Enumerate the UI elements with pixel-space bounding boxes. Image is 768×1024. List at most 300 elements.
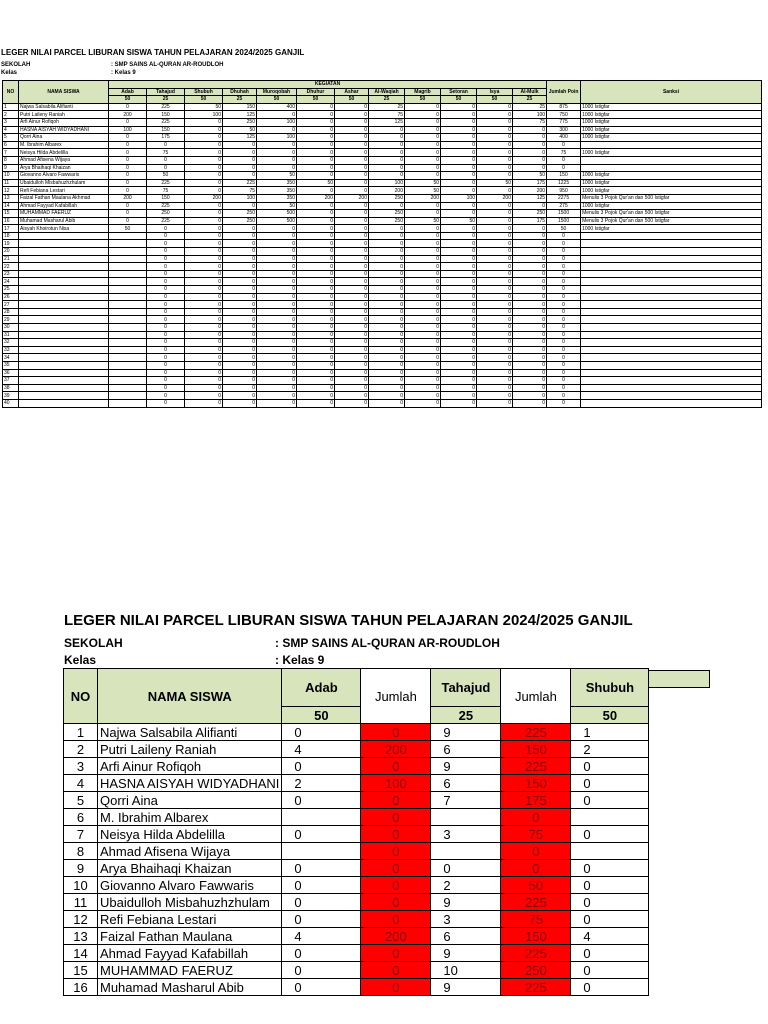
row-value: 0 [257,156,297,164]
empty-table-row [3,293,762,301]
row-value: 0 [513,263,547,271]
row-value: 0 [185,164,223,172]
row-sanksi: 1000 Istigfar [581,111,762,119]
row-value: 0 [335,179,369,187]
row-value: 0 [369,361,405,369]
row-value: 0 [257,354,297,362]
row-value: 0 [297,134,335,142]
empty-table-row [3,263,762,271]
zoom-row-tahajud: 6 [431,741,501,758]
row-total: 750 [547,111,581,119]
row-value: 0 [185,232,223,240]
row-value: 50 [147,172,185,180]
row-value: 0 [257,331,297,339]
row-value: 0 [405,210,441,218]
zoom-table-row [64,877,649,894]
row-value: 0 [513,270,547,278]
row-value: 0 [185,149,223,157]
row-value: 0 [335,346,369,354]
header-weight: 25 [147,96,185,104]
row-value: 0 [335,172,369,180]
zoom-row-adab: 0 [282,945,361,962]
zoom-row-name: Ahmad Afisena Wijaya [98,843,282,860]
row-value: 0 [335,331,369,339]
row-total: 0 [547,263,581,271]
empty-table-row [3,339,762,347]
zoom-row-jumlah: 0 [361,724,431,741]
row-value: 0 [185,240,223,248]
row-value: 0 [257,248,297,256]
zoom-row-shubuh: 0 [571,911,649,928]
zoom-row-no: 13 [64,928,98,945]
zoom-row-tahajud: 3 [431,911,501,928]
row-value: 0 [369,384,405,392]
row-value: 200 [109,111,147,119]
row-value: 75 [513,118,547,126]
row-value: 0 [297,225,335,233]
row-name [19,361,109,369]
row-value: 0 [369,156,405,164]
row-value [109,232,147,240]
row-value: 0 [441,399,477,407]
row-value: 0 [477,255,513,263]
row-value: 0 [257,324,297,332]
row-value: 0 [109,103,147,111]
row-value: 0 [185,293,223,301]
row-value: 0 [223,263,257,271]
row-value: 0 [185,263,223,271]
row-value: 0 [405,225,441,233]
row-value: 0 [147,399,185,407]
row-value: 0 [441,179,477,187]
zoom-row-jumlah: 225 [501,945,571,962]
table-row [3,194,762,202]
row-value: 0 [297,232,335,240]
row-sanksi: Menulis 3 Pojok Qur'an dan 500 Istigfar [581,217,762,225]
table-row [3,187,762,195]
row-value: 50 [257,202,297,210]
row-value: 0 [297,103,335,111]
table-row [3,179,762,187]
zoom-row-jumlah: 0 [501,809,571,826]
row-value: 0 [335,156,369,164]
empty-table-row [3,248,762,256]
row-no: 38 [3,384,19,392]
row-value: 0 [441,248,477,256]
row-sanksi: 1000 Istigfar [581,134,762,142]
row-value: 0 [147,308,185,316]
row-value: 0 [441,308,477,316]
row-value: 50 [513,172,547,180]
row-no: 3 [3,118,19,126]
zoom-row-jumlah: 150 [501,741,571,758]
empty-table-row [3,354,762,362]
header-weight: 50 [297,96,335,104]
row-value: 0 [441,225,477,233]
empty-table-row [3,399,762,407]
row-name [19,263,109,271]
row-value: 0 [369,255,405,263]
row-value: 0 [257,240,297,248]
row-name [19,316,109,324]
zoom-school-value: : SMP SAINS AL-QURAN AR-ROUDLOH [275,636,500,650]
row-value: 0 [297,187,335,195]
row-sanksi [581,164,762,172]
row-value: 0 [513,384,547,392]
row-total: 0 [547,301,581,309]
zoom-row-shubuh [571,809,649,826]
row-value: 0 [257,255,297,263]
row-name [19,331,109,339]
zoom-row-shubuh: 0 [571,979,649,996]
row-value: 0 [185,354,223,362]
row-name: Muhamad Masharul Abib [19,217,109,225]
row-total: 275 [547,202,581,210]
row-value: 0 [369,331,405,339]
zoom-row-name: Arya Bhaihaqi Khaizan [98,860,282,877]
row-value: 0 [335,384,369,392]
row-value: 0 [405,308,441,316]
row-name [19,324,109,332]
row-value: 0 [223,339,257,347]
row-total: 0 [547,240,581,248]
row-value: 0 [513,392,547,400]
row-value: 225 [147,179,185,187]
header-activity: Al-Mulk [513,88,547,96]
row-value [109,255,147,263]
zoom-class-row [64,653,325,667]
row-sanksi [581,240,762,248]
row-value: 0 [335,301,369,309]
row-value: 0 [477,225,513,233]
row-value: 0 [335,118,369,126]
row-total: 0 [547,232,581,240]
row-value: 0 [513,377,547,385]
row-value: 0 [257,225,297,233]
zoom-row-tahajud: 2 [431,877,501,894]
header-activity: Setoran [441,88,477,96]
row-value: 0 [513,354,547,362]
table-row [3,118,762,126]
row-total: 0 [547,346,581,354]
row-value: 0 [477,293,513,301]
row-value [109,339,147,347]
row-no: 30 [3,324,19,332]
zoom-table-row [64,792,649,809]
row-value: 0 [405,392,441,400]
row-value: 0 [185,156,223,164]
row-sanksi: 1000 Istigfar [581,179,762,187]
row-value: 0 [223,278,257,286]
row-value: 0 [297,217,335,225]
row-value: 125 [223,134,257,142]
row-value: 0 [257,346,297,354]
header-weight: 25 [369,96,405,104]
row-value: 175 [147,134,185,142]
row-value [109,240,147,248]
zoom-row-adab: 0 [282,962,361,979]
row-value: 0 [257,361,297,369]
header-weight: 50 [109,96,147,104]
row-value: 0 [405,346,441,354]
row-value: 0 [441,339,477,347]
row-total: 1500 [547,217,581,225]
row-value: 0 [109,134,147,142]
row-value: 0 [297,369,335,377]
row-value: 100 [223,194,257,202]
row-value: 125 [513,194,547,202]
zoom-table-row [64,911,649,928]
row-value: 0 [223,286,257,294]
row-value: 0 [297,255,335,263]
row-value: 0 [441,361,477,369]
zoom-row-name: Najwa Salsabila Alifianti [98,724,282,741]
row-value: 0 [223,346,257,354]
row-value: 0 [441,293,477,301]
zoom-row-no: 2 [64,741,98,758]
row-total: 0 [547,164,581,172]
row-value: 250 [223,217,257,225]
header-nama: NAMA SISWA [19,81,109,104]
row-value: 0 [369,270,405,278]
row-value: 0 [477,278,513,286]
row-no: 35 [3,361,19,369]
header-activity: Dhuhur [297,88,335,96]
row-value: 0 [185,369,223,377]
row-total: 0 [547,392,581,400]
zoom-row-jumlah: 250 [501,962,571,979]
row-total: 0 [547,141,581,149]
row-value: 0 [369,301,405,309]
row-value: 0 [297,172,335,180]
row-no: 12 [3,187,19,195]
row-sanksi [581,339,762,347]
row-value: 0 [297,278,335,286]
header-weight: 50 [477,96,513,104]
row-sanksi [581,369,762,377]
row-no: 16 [3,217,19,225]
table-row [3,217,762,225]
row-value: 0 [513,240,547,248]
row-value: 0 [477,384,513,392]
row-value: 0 [297,270,335,278]
row-value: 0 [297,346,335,354]
zoom-row-jumlah: 0 [361,809,431,826]
header-weight: 25 [513,96,547,104]
row-name: Ahmad Fayyad Kafabillah [19,202,109,210]
table-row [3,210,762,218]
zoom-row-no: 10 [64,877,98,894]
row-no: 7 [3,149,19,157]
row-value: 0 [441,126,477,134]
row-value: 0 [297,111,335,119]
row-value: 250 [147,210,185,218]
header-kegiatan: KEGIATAN [109,81,547,89]
row-name [19,377,109,385]
row-value: 0 [369,248,405,256]
row-value: 0 [441,156,477,164]
row-value: 0 [513,141,547,149]
row-value: 0 [369,126,405,134]
row-value: 0 [513,346,547,354]
row-value: 0 [185,225,223,233]
zoom-row-tahajud [431,843,501,860]
table-row [3,164,762,172]
zoom-row-name: Faizal Fathan Maulana [98,928,282,945]
row-name [19,255,109,263]
row-value: 0 [257,399,297,407]
row-value: 0 [257,270,297,278]
row-value: 0 [405,111,441,119]
row-value [109,361,147,369]
header-weight: 50 [405,96,441,104]
row-value: 0 [223,172,257,180]
row-value: 0 [257,263,297,271]
row-value: 0 [441,286,477,294]
row-no: 26 [3,293,19,301]
row-name [19,399,109,407]
row-name [19,392,109,400]
zoom-row-adab: 4 [282,741,361,758]
row-value: 0 [109,118,147,126]
row-sanksi: 1000 Istigfar [581,187,762,195]
zoom-row-tahajud: 7 [431,792,501,809]
header-activity: Tahajud [147,88,185,96]
row-name: Putri Laileny Raniah [19,111,109,119]
row-value: 0 [223,369,257,377]
row-name [19,301,109,309]
leger-table [2,80,762,408]
row-value: 0 [335,248,369,256]
zoom-row-jumlah: 0 [361,758,431,775]
row-value: 0 [405,255,441,263]
header-weight: 50 [441,96,477,104]
zoom-row-jumlah: 0 [361,826,431,843]
row-value: 0 [477,164,513,172]
row-value: 0 [405,361,441,369]
row-value: 0 [335,187,369,195]
row-name: HASNA AISYAH WIDYADHANI [19,126,109,134]
zoom-table-row [64,894,649,911]
row-no: 14 [3,202,19,210]
row-value: 0 [335,111,369,119]
row-value: 0 [147,248,185,256]
row-name: Ahmad Afisena Wijaya [19,156,109,164]
header-activity: Ashar [335,88,369,96]
row-sanksi [581,308,762,316]
zoom-row-adab: 0 [282,979,361,996]
header-weight: 50 [335,96,369,104]
row-name [19,354,109,362]
row-value: 0 [477,210,513,218]
row-value: 0 [185,248,223,256]
row-value: 0 [223,384,257,392]
row-value: 0 [441,118,477,126]
row-sanksi [581,278,762,286]
row-value: 0 [477,316,513,324]
row-value: 0 [223,270,257,278]
zoom-row-no: 12 [64,911,98,928]
zoom-row-shubuh: 1 [571,724,649,741]
row-sanksi [581,384,762,392]
empty-table-row [3,308,762,316]
row-no: 27 [3,301,19,309]
row-value: 0 [297,141,335,149]
row-value: 100 [513,111,547,119]
row-name: Aisyah Khoirotun Nisa [19,225,109,233]
row-value [109,399,147,407]
row-value [109,301,147,309]
zoom-row-no: 5 [64,792,98,809]
zoom-row-no: 11 [64,894,98,911]
row-value: 225 [147,118,185,126]
zoom-row-jumlah: 0 [361,962,431,979]
row-value: 50 [405,217,441,225]
row-name [19,346,109,354]
row-value: 0 [441,232,477,240]
row-value: 0 [369,293,405,301]
zoom-row-name: Arfi Ainur Rofiqoh [98,758,282,775]
row-sanksi [581,301,762,309]
row-total: 0 [547,361,581,369]
row-value: 250 [223,118,257,126]
zoom-table-row [64,775,649,792]
row-value: 0 [477,308,513,316]
row-no: 15 [3,210,19,218]
empty-table-row [3,384,762,392]
row-value: 0 [477,240,513,248]
row-value: 500 [257,217,297,225]
row-value: 0 [147,263,185,271]
zoom-row-name: Qorri Aina [98,792,282,809]
zoom-row-no: 6 [64,809,98,826]
row-value: 0 [297,316,335,324]
row-value: 0 [297,118,335,126]
row-value: 0 [147,361,185,369]
zoom-row-name: Refi Febiana Lestari [98,911,282,928]
row-value: 0 [335,339,369,347]
row-value: 0 [147,346,185,354]
row-no: 20 [3,248,19,256]
row-value: 0 [147,141,185,149]
row-value: 0 [185,217,223,225]
row-value: 100 [185,111,223,119]
row-total: 0 [547,399,581,407]
row-value: 0 [297,331,335,339]
row-total: 50 [547,225,581,233]
row-value: 350 [257,179,297,187]
row-value: 0 [223,308,257,316]
row-value: 0 [185,134,223,142]
row-value: 0 [297,240,335,248]
row-value: 0 [257,308,297,316]
row-value: 0 [513,399,547,407]
row-value: 0 [405,240,441,248]
row-value: 0 [441,134,477,142]
row-value: 0 [297,164,335,172]
row-no: 18 [3,232,19,240]
row-sanksi: 1000 Istigfar [581,225,762,233]
row-no: 36 [3,369,19,377]
row-value: 0 [185,118,223,126]
row-value: 0 [147,286,185,294]
row-value: 0 [297,202,335,210]
row-value: 0 [297,384,335,392]
row-name: Giovanno Alvaro Fawwaris [19,172,109,180]
zoom-row-adab: 0 [282,792,361,809]
zoom-row-jumlah: 225 [501,724,571,741]
row-sanksi [581,232,762,240]
